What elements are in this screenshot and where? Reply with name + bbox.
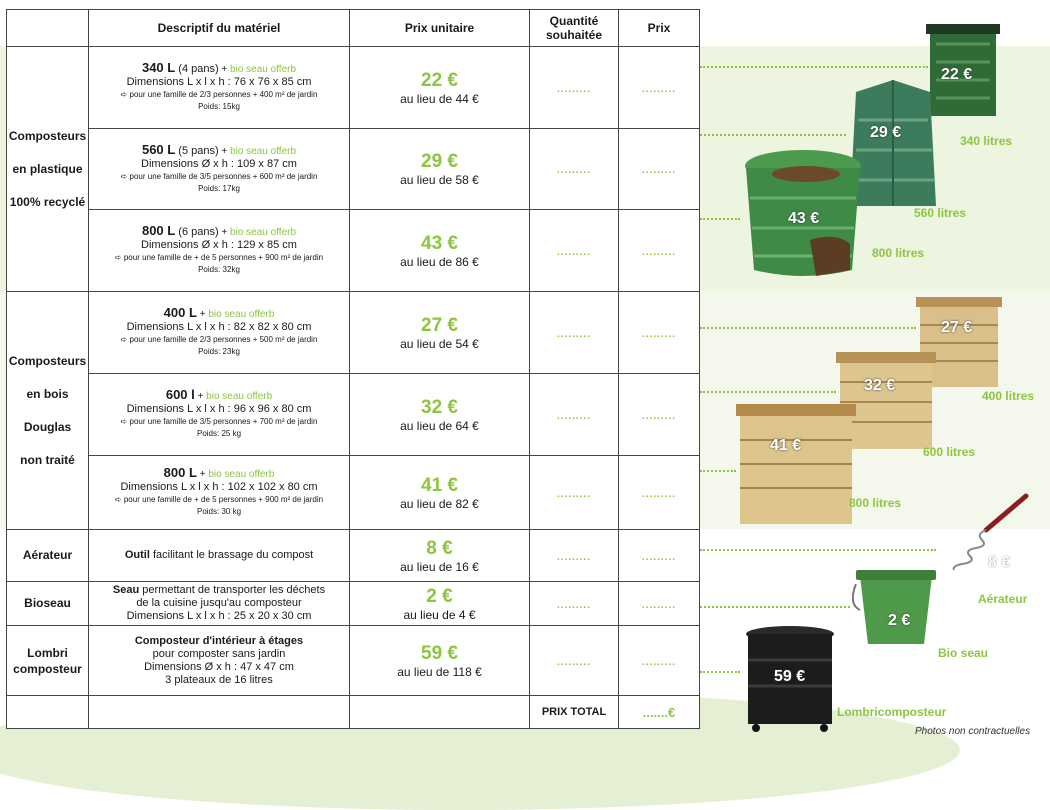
bonus-offer: bio seau offerb	[230, 64, 297, 75]
unit-price: 27 €	[421, 314, 458, 336]
quantity-placeholder: .........	[556, 551, 591, 563]
product-family: pour une famille de 2/3 personnes + 400 m² de jardin	[129, 90, 318, 99]
product-size: 800 L	[141, 223, 176, 238]
unit-price: 41 €	[421, 474, 458, 496]
blank-cell	[7, 696, 89, 729]
total-label: PRIX TOTAL	[530, 696, 619, 729]
price-placeholder: .........	[641, 165, 676, 176]
table-row	[7, 210, 700, 292]
original-price: au lieu de 82 €	[400, 496, 479, 511]
arrow-icon: ➪	[120, 335, 130, 344]
table-row	[7, 530, 700, 582]
product-description	[89, 292, 350, 374]
image-price-tag: 22 €	[941, 66, 973, 83]
image-price-tag: 59 €	[774, 668, 806, 685]
unit-price-cell	[350, 129, 530, 210]
image-price-tag: 43 €	[788, 210, 820, 227]
leader-line	[700, 66, 928, 68]
label-bio-seau: Bio seau	[938, 646, 989, 660]
blank-cell	[350, 696, 530, 729]
product-family: pour une famille de + de 5 personnes + 900 m² de jardin	[123, 495, 324, 504]
table-row	[7, 292, 700, 374]
unit-price: 8 €	[426, 537, 453, 559]
product-description	[89, 374, 350, 456]
quantity-input[interactable]	[530, 582, 619, 626]
header-unit-price: Prix unitaire	[350, 10, 530, 47]
original-price: au lieu de 118 €	[397, 664, 482, 679]
original-price: au lieu de 44 €	[400, 91, 479, 106]
quantity-placeholder: .........	[556, 83, 591, 95]
quantity-placeholder: .........	[556, 328, 591, 340]
bonus-offer: bio seau offerb	[230, 145, 297, 157]
product-description	[89, 582, 350, 626]
original-price: au lieu de 86 €	[400, 254, 479, 269]
label-340-litres: 340 litres	[960, 134, 1013, 148]
table-row	[7, 374, 700, 456]
label-800-litres: 800 litres	[872, 246, 925, 260]
photo-disclaimer: Photos non contractuelles	[915, 726, 1031, 737]
original-price: au lieu de 64 €	[400, 418, 479, 433]
bio-bucket-image	[852, 564, 940, 646]
arrow-icon: ➪	[120, 417, 130, 426]
category-lombri	[7, 626, 89, 696]
product-family: pour une famille de 2/3 personnes + 500 m² de jardin	[129, 335, 318, 344]
product-size: 400 L	[163, 305, 197, 320]
arrow-icon: ➪	[120, 90, 130, 99]
price-placeholder: .........	[641, 83, 676, 95]
price-placeholder: .........	[641, 551, 676, 563]
arrow-icon: ➪	[114, 495, 124, 504]
category-lombri-line: composteur	[13, 661, 82, 676]
header-corner	[7, 10, 89, 47]
plus-sign: +	[218, 145, 231, 157]
quantity-placeholder: .........	[556, 656, 591, 668]
unit-price: 2 €	[426, 585, 453, 607]
arrow-icon: ➪	[120, 171, 130, 181]
product-description	[89, 47, 350, 129]
price-input[interactable]	[619, 292, 700, 374]
unit-price: 32 €	[421, 396, 458, 418]
quantity-placeholder: .........	[556, 488, 591, 500]
table-row	[7, 47, 700, 129]
product-dimensions: Dimensions L x l x h : 25 x 20 x 30 cm	[126, 610, 312, 622]
unit-price-cell	[350, 210, 530, 292]
product-pans: (6 pans)	[175, 226, 219, 238]
category-lombri-line: Lombri	[27, 645, 68, 660]
category-bois-line: Douglas	[23, 419, 72, 434]
price-table	[6, 9, 700, 729]
original-price: au lieu de 58 €	[400, 173, 479, 187]
price-input[interactable]	[619, 530, 700, 582]
leader-line	[700, 327, 916, 329]
category-bois-line: en bois	[26, 386, 69, 401]
product-text: facilitant le brassage du compost	[149, 549, 314, 561]
product-title: Composteur d'intérieur à étages	[134, 634, 304, 647]
bonus-offer: bio seau offerb	[206, 391, 273, 402]
total-value[interactable]: .......€	[619, 696, 700, 729]
image-price-tag: 29 €	[870, 124, 902, 141]
price-input[interactable]	[619, 582, 700, 626]
price-placeholder: .........	[641, 410, 676, 422]
image-price-tag: 8 €	[988, 554, 1011, 571]
quantity-placeholder: .........	[556, 599, 591, 611]
category-bois-line: Composteurs	[8, 353, 87, 368]
quantity-placeholder: .........	[556, 165, 591, 176]
image-price-tag: 2 €	[888, 612, 911, 629]
leader-line	[700, 671, 740, 673]
product-weight: Poids: 15kg	[198, 102, 240, 111]
quantity-input[interactable]	[530, 456, 619, 530]
product-weight: Poids: 32kg	[198, 265, 240, 274]
product-description	[89, 626, 350, 696]
quantity-input[interactable]	[530, 47, 619, 129]
price-placeholder: .........	[641, 656, 676, 668]
table-row	[7, 582, 700, 626]
label-aerateur: Aérateur	[978, 592, 1028, 606]
plus-sign: +	[218, 227, 231, 238]
price-input[interactable]	[619, 129, 700, 210]
category-bois	[7, 292, 89, 530]
label-400-litres: 400 litres	[982, 389, 1035, 403]
quantity-input[interactable]	[530, 292, 619, 374]
original-price: au lieu de 4 €	[403, 607, 476, 622]
bonus-offer: bio seau offerb	[208, 469, 275, 480]
quantity-placeholder: .........	[556, 246, 591, 258]
quantity-input[interactable]	[530, 210, 619, 292]
product-family: pour une famille de + de 5 personnes + 900 m² de jardin	[123, 253, 324, 262]
plus-sign: +	[196, 309, 209, 320]
product-size: 560 L	[141, 141, 176, 157]
category-plastique-line: Composteurs	[8, 128, 87, 143]
unit-price-cell	[350, 626, 530, 696]
header-description: Descriptif du matériel	[89, 10, 350, 47]
quantity-input[interactable]	[530, 374, 619, 456]
product-pans: (4 pans)	[175, 63, 219, 75]
product-pans: (5 pans)	[175, 144, 219, 157]
table-row	[7, 626, 700, 696]
product-dimensions: Dimensions L x l x h : 82 x 82 x 80 cm	[126, 321, 312, 333]
product-title: Seau	[112, 584, 140, 596]
bonus-offer: bio seau offerb	[230, 227, 297, 238]
unit-price-cell	[350, 582, 530, 626]
plus-sign: +	[196, 469, 209, 480]
plus-sign: +	[218, 64, 231, 75]
label-600-litres: 600 litres	[923, 445, 976, 459]
price-placeholder: .........	[641, 328, 676, 340]
unit-price-cell	[350, 374, 530, 456]
product-size: 600 l	[165, 387, 195, 402]
total-row	[7, 696, 700, 729]
product-weight: Poids: 30 kg	[196, 507, 242, 516]
table-row	[7, 456, 700, 530]
original-price: au lieu de 54 €	[400, 336, 479, 351]
price-input[interactable]	[619, 374, 700, 456]
leader-line	[700, 134, 846, 136]
unit-price-cell	[350, 456, 530, 530]
image-price-tag: 27 €	[941, 319, 973, 336]
product-description	[89, 210, 350, 292]
product-dimensions: Dimensions Ø x h : 109 x 87 cm	[141, 157, 297, 170]
product-dimensions: Dimensions L x l x h : 96 x 96 x 80 cm	[126, 403, 312, 415]
blank-cell	[89, 696, 350, 729]
price-placeholder: .........	[641, 599, 676, 611]
product-text: permettant de transporter les déchets	[139, 584, 326, 596]
category-aerateur: Aérateur	[7, 530, 89, 582]
label-lombricomposteur: Lombricomposteur	[837, 705, 947, 719]
product-family: pour une famille de 3/5 personnes + 600 m² de jardin	[129, 171, 318, 181]
unit-price: 29 €	[421, 151, 458, 172]
leader-line	[700, 470, 736, 472]
product-text: pour composter sans jardin	[152, 647, 286, 660]
price-placeholder: .........	[641, 488, 676, 500]
product-weight: Poids: 25 kg	[196, 429, 242, 438]
product-dimensions: Dimensions L x l x h : 76 x 76 x 85 cm	[126, 76, 312, 88]
product-description	[89, 456, 350, 530]
price-input[interactable]	[619, 47, 700, 129]
label-800-litres-wood: 800 litres	[849, 496, 902, 510]
unit-price-cell	[350, 530, 530, 582]
unit-price-cell	[350, 47, 530, 129]
plus-sign: +	[194, 391, 207, 402]
label-560-litres: 560 litres	[914, 206, 967, 220]
product-dimensions: Dimensions Ø x h : 129 x 85 cm	[141, 239, 297, 251]
product-text: 3 plateaux de 16 litres	[165, 673, 273, 686]
product-description	[89, 530, 350, 582]
product-size: 340 L	[141, 60, 176, 75]
wood-composter-800-image	[736, 404, 856, 526]
product-description	[89, 129, 350, 210]
header-price: Prix	[619, 10, 700, 47]
quantity-placeholder: .........	[556, 410, 591, 422]
unit-price-cell	[350, 292, 530, 374]
price-input[interactable]	[619, 210, 700, 292]
product-family: pour une famille de 3/5 personnes + 700 m² de jardin	[129, 417, 318, 426]
unit-price: 22 €	[421, 69, 458, 91]
image-price-tag: 41 €	[770, 437, 802, 454]
product-title: Outil	[124, 549, 150, 561]
leader-line	[700, 549, 936, 551]
leader-line	[700, 606, 850, 608]
price-input[interactable]	[619, 456, 700, 530]
category-plastique-line: 100% recyclé	[9, 194, 86, 209]
category-plastique-line: en plastique	[12, 161, 83, 176]
category-bois-line: non traité	[20, 452, 75, 467]
table-row	[7, 129, 700, 210]
image-price-tag: 32 €	[864, 377, 896, 394]
price-input[interactable]	[619, 626, 700, 696]
bonus-offer: bio seau offerb	[208, 309, 275, 320]
original-price: au lieu de 16 €	[400, 559, 479, 574]
product-size: 800 L	[163, 465, 197, 480]
product-text: de la cuisine jusqu'au composteur	[136, 597, 302, 609]
product-weight: Poids: 23kg	[198, 347, 240, 356]
product-dimensions: Dimensions L x l x h : 102 x 102 x 80 cm	[120, 481, 318, 493]
category-plastique	[7, 47, 89, 292]
quantity-input[interactable]	[530, 129, 619, 210]
header-quantity: Quantité souhaitée	[530, 10, 619, 47]
unit-price: 59 €	[421, 642, 458, 664]
product-weight: Poids: 17kg	[198, 183, 240, 193]
quantity-input[interactable]	[530, 626, 619, 696]
price-placeholder: .........	[641, 246, 676, 258]
product-dimensions: Dimensions Ø x h : 47 x 47 cm	[144, 660, 294, 673]
arrow-icon: ➪	[114, 253, 124, 262]
unit-price: 43 €	[421, 232, 458, 254]
leader-line	[700, 218, 740, 220]
quantity-input[interactable]	[530, 530, 619, 582]
category-bioseau: Bioseau	[7, 582, 89, 626]
leader-line	[700, 391, 836, 393]
